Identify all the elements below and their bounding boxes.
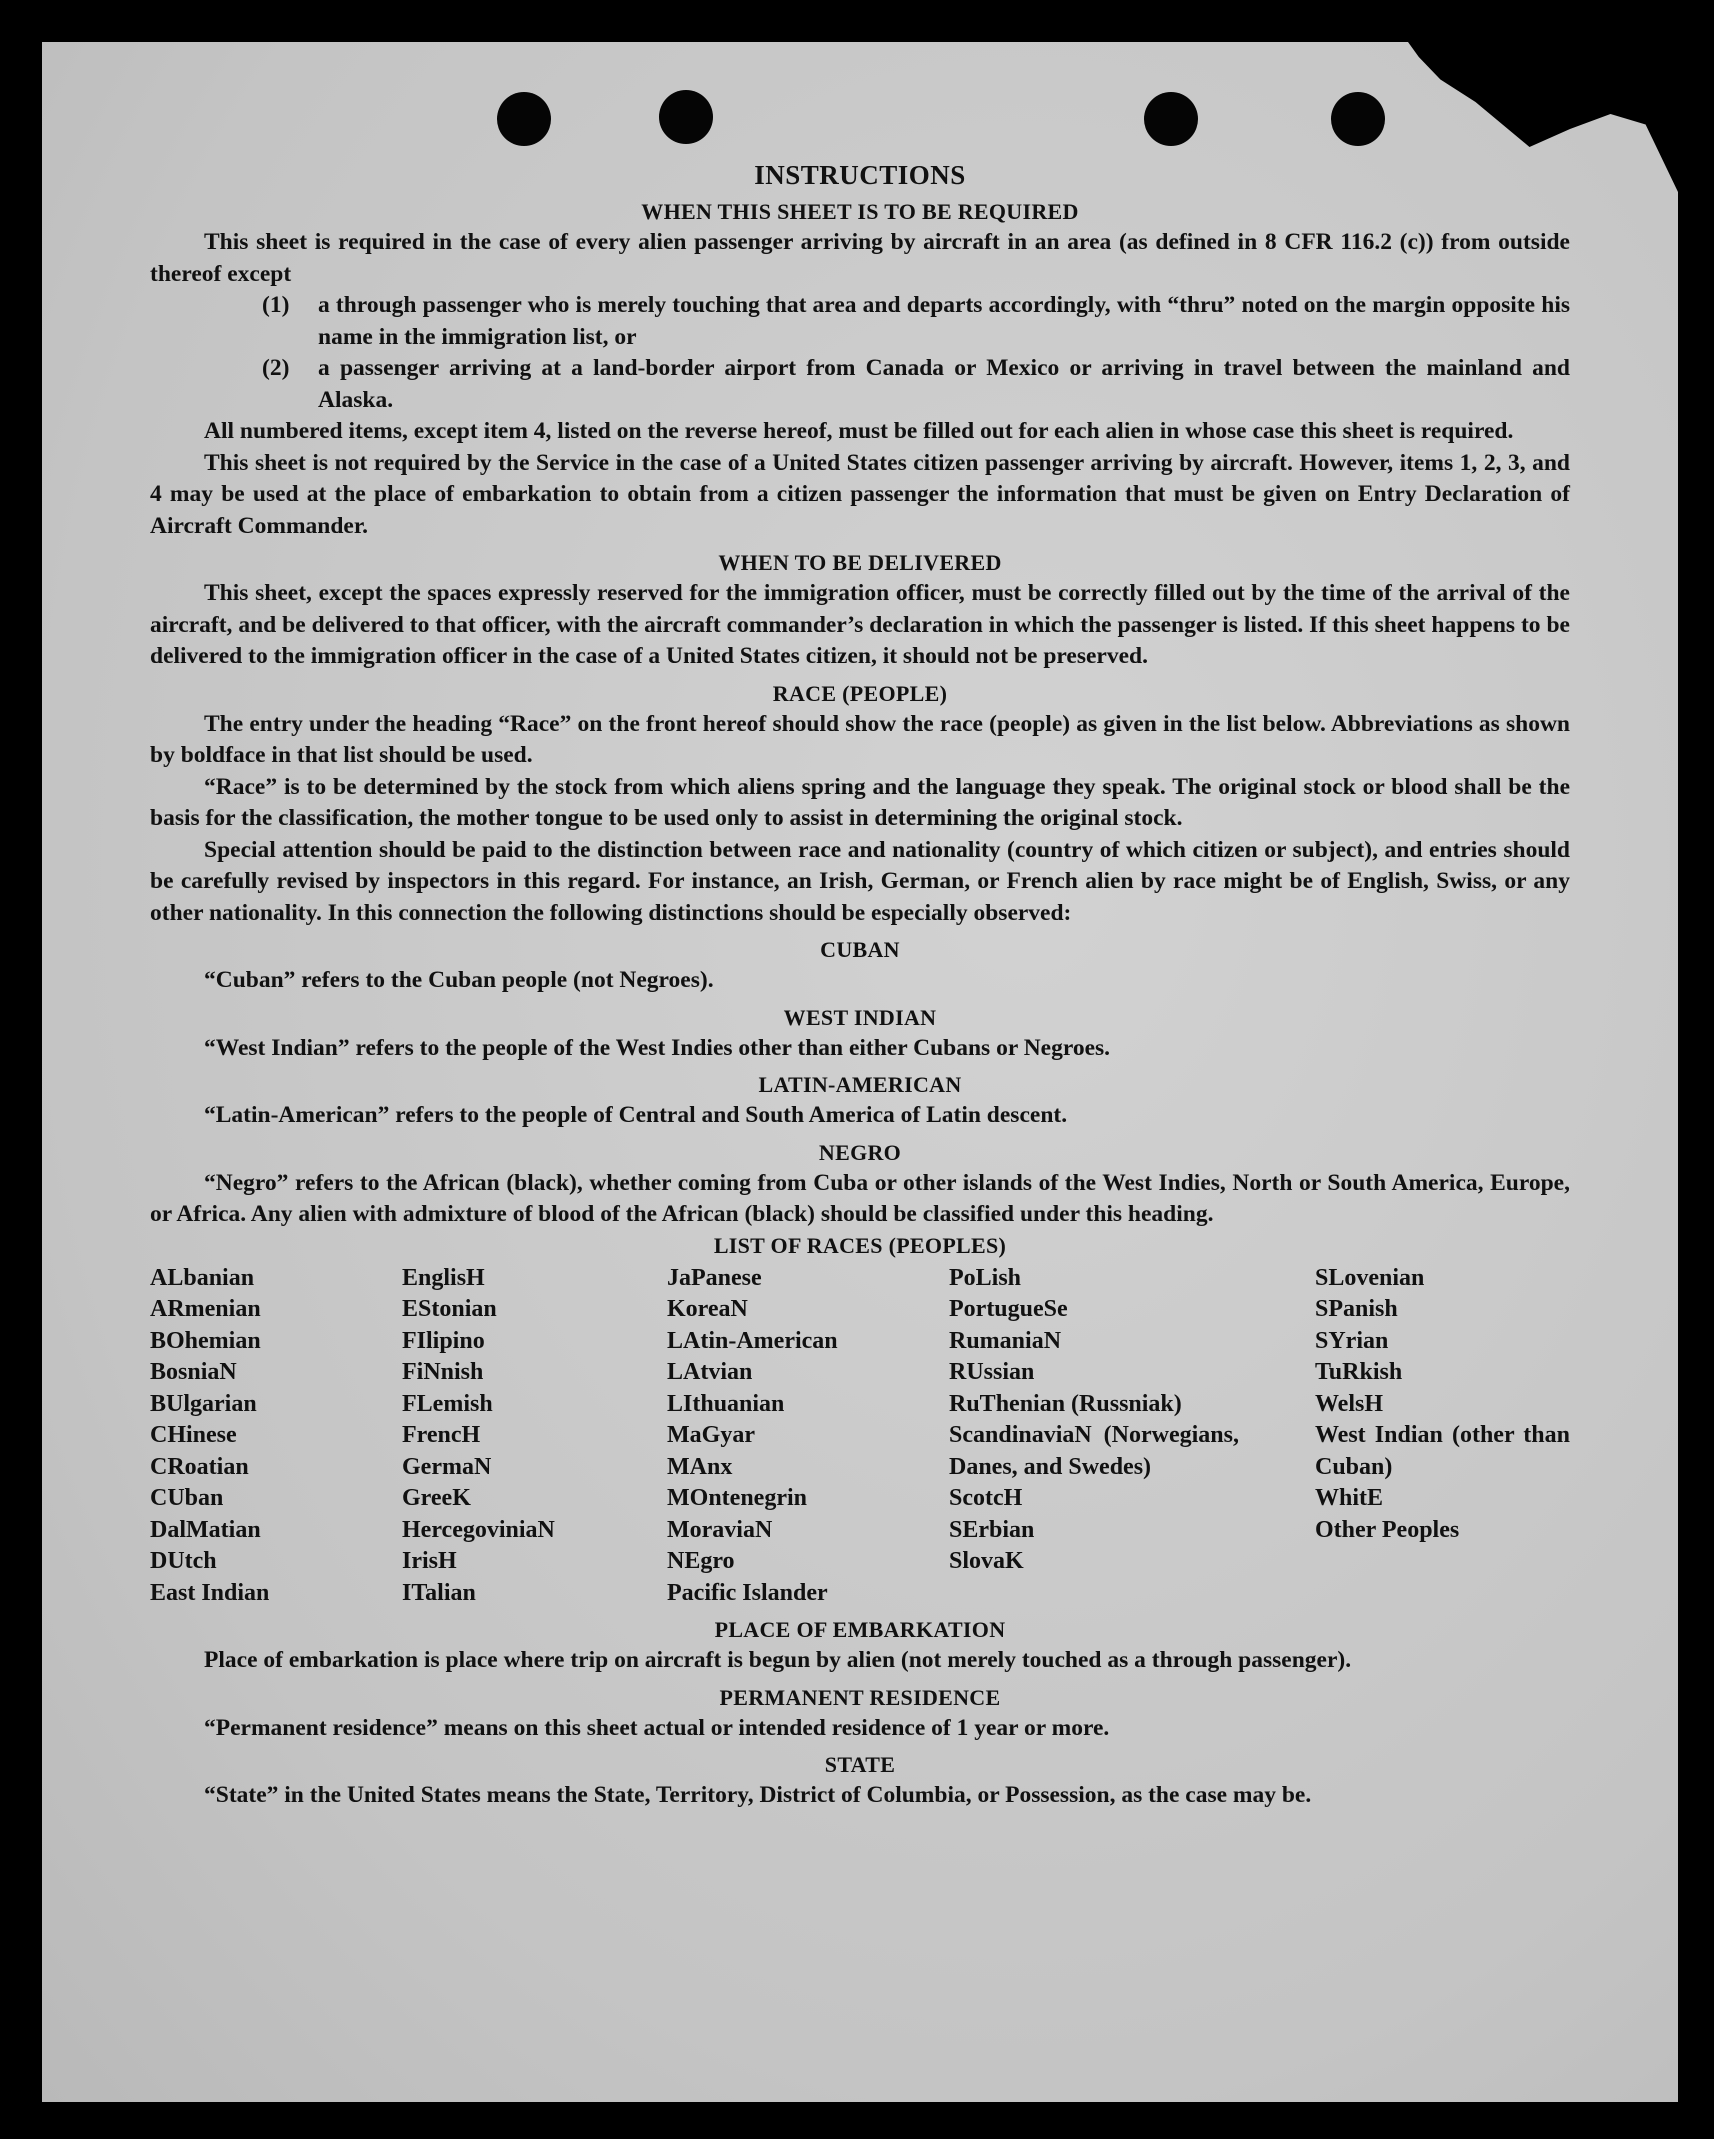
heading-delivered: WHEN TO BE DELIVERED [718, 550, 1002, 575]
race-entry: EStonian [402, 1296, 497, 1322]
required-paragraph-3: This sheet is not required by the Service in the case of a United States citizen passenger arriving by aircraft. However, items 1, 2, 3, and 4 may be used at the place of embarkation to obtain from a citizen passenger the information that must be given on Entry Declaration of Aircraft Commander. [150, 449, 1570, 539]
required-paragraph-1: This sheet is required in the case of every alien passenger arriving by aircraft in an area (as defined in 8 CFR 116.2 (c)) from outside thereof except [150, 229, 1570, 287]
west-indian-text: “West Indian” refers to the people of the West Indies other than either Cubans or Negroes. [204, 1034, 1111, 1061]
embarkation-text: Place of embarkation is place where trip on aircraft is begun by alien (not merely touched as a through passenger). [204, 1647, 1352, 1673]
race-entry: JaPanese [667, 1264, 762, 1291]
race-entry: SLovenian [1315, 1264, 1425, 1291]
races-list [150, 1263, 1570, 1610]
race-entry: MaGyar [667, 1422, 755, 1448]
race-entry: MAnx [667, 1453, 733, 1480]
race-entry: West Indian (other than Cuban) [1315, 1422, 1570, 1480]
race-entry: LAtvian [667, 1359, 753, 1385]
race-entry: LIthuanian [667, 1390, 785, 1417]
race-entry: DalMatian [150, 1516, 261, 1543]
race-entry: LAtin-American [667, 1327, 838, 1354]
heading-cuban: CUBAN [820, 937, 900, 962]
heading-negro: NEGRO [818, 1139, 902, 1165]
race-entry: ITalian [402, 1579, 476, 1606]
race-paragraph-3: Special attention should be paid to the distinction between race and nationality (country of which citizen or subject), and entries should be carefully revised by inspectors in this regard. For instance, an Irish, German, or French alien by race might be of English, Swiss, or any other nationality. In this connection the following distinctions should be especially observed: [150, 836, 1570, 926]
instructions-content [150, 160, 1570, 1812]
punch-hole-3 [1144, 92, 1198, 146]
punch-hole-4 [1331, 92, 1385, 146]
heading-embarkation: PLACE OF EMBARKATION [714, 1617, 1006, 1642]
latin-american-text: “Latin-American” refers to the people of Central and South America of Latin descent. [204, 1102, 1068, 1128]
race-entry: GreeK [402, 1485, 471, 1511]
races-column-5 [1315, 1263, 1570, 1610]
race-entry: TuRkish [1315, 1359, 1403, 1385]
race-entry: RuThenian (Russniak) [949, 1390, 1182, 1417]
delivered-paragraph: This sheet, except the spaces expressly reserved for the immigration officer, must be correctly filled out by the time of the arrival of the aircraft, and be delivered to that officer, with the aircraft commander’s declaration in which the passenger is listed. If this sheet happens to be delivered to the immigration officer in the case of a United States citizen, it should not be preserved. [150, 580, 1570, 669]
exception-item-1 [262, 290, 1570, 353]
race-entry: PoLish [949, 1264, 1022, 1291]
race-entry: ScotcH [949, 1485, 1023, 1511]
heading-race: RACE (PEOPLE) [772, 680, 948, 706]
races-column-1 [150, 1263, 402, 1610]
race-entry: ALbanian [150, 1264, 255, 1291]
race-entry: WelsH [1315, 1390, 1384, 1417]
race-entry: IrisH [402, 1548, 457, 1574]
race-entry: GermaN [402, 1453, 492, 1480]
race-entry: FIlipino [402, 1327, 485, 1354]
item-number: (1) [262, 292, 290, 318]
race-entry: FiNnish [402, 1359, 484, 1385]
race-entry: HercegoviniaN [402, 1516, 555, 1543]
race-entry: MOntenegrin [667, 1485, 807, 1511]
heading-required: WHEN THIS SHEET IS TO BE REQUIRED [641, 199, 1079, 224]
race-entry: SPanish [1315, 1296, 1398, 1322]
heading-list-of-races: LIST OF RACES (PEOPLES) [713, 1232, 1007, 1258]
page-title: INSTRUCTIONS [754, 160, 966, 190]
race-entry: SlovaK [949, 1548, 1024, 1574]
state-text: “State” in the United States means the State, Territory, District of Columbia, or Possession, as the case may be. [204, 1782, 1312, 1808]
race-paragraph-1: The entry under the heading “Race” on the front hereof should show the race (people) as given in the list below. Abbreviations as shown by boldface in that list should be used. [150, 710, 1570, 768]
race-entry: WhitE [1315, 1485, 1384, 1511]
item-text: a through passenger who is merely touching that area and departs accordingly, with “thru” noted on the margin opposite his name in the immigration list, or [318, 292, 1570, 350]
races-column-4 [949, 1263, 1315, 1610]
punch-hole-1 [497, 92, 551, 146]
race-entry: RumaniaN [949, 1327, 1062, 1354]
race-entry: PortugueSe [949, 1296, 1068, 1322]
punch-hole-2 [659, 90, 713, 144]
item-text: a passenger arriving at a land-border airport from Canada or Mexico or arriving in travel between the mainland and Alaska. [318, 355, 1570, 413]
negro-text: “Negro” refers to the African (black), whether coming from Cuba or other islands of the West Indies, North or South America, Europe, or Africa. Any alien with admixture of blood of the African (black) should be classified under this heading. [150, 1169, 1570, 1227]
heading-state: STATE [824, 1752, 896, 1777]
race-entry: Other Peoples [1315, 1516, 1460, 1543]
race-entry: DUtch [150, 1548, 217, 1574]
race-entry: CRoatian [150, 1453, 249, 1480]
race-entry: RUssian [949, 1359, 1035, 1385]
race-entry: FLemish [402, 1390, 493, 1417]
heading-latin-american: LATIN-AMERICAN [758, 1072, 962, 1097]
required-paragraph-2: All numbered items, except item 4, listed on the reverse hereof, must be filled out for each alien in whose case this sheet is required. [204, 418, 1514, 444]
race-entry: FrencH [402, 1422, 481, 1448]
race-entry: NEgro [667, 1548, 735, 1574]
race-entry: ARmenian [150, 1296, 261, 1322]
heading-west-indian: WEST INDIAN [783, 1004, 937, 1030]
heading-residence: PERMANENT RESIDENCE [719, 1684, 1001, 1710]
cuban-text: “Cuban” refers to the Cuban people (not Negroes). [204, 967, 714, 993]
race-entry: BOhemian [150, 1327, 261, 1354]
race-entry: BUlgarian [150, 1390, 257, 1417]
race-entry: MoraviaN [667, 1516, 773, 1543]
residence-text: “Permanent residence” means on this sheet actual or intended residence of 1 year or more. [204, 1714, 1110, 1741]
races-column-3 [667, 1263, 949, 1610]
item-number: (2) [262, 355, 290, 381]
race-entry: East Indian [150, 1579, 270, 1606]
race-entry: EnglisH [402, 1264, 485, 1291]
race-entry: SYrian [1315, 1327, 1389, 1354]
race-entry: SErbian [949, 1516, 1035, 1543]
race-entry: KoreaN [667, 1296, 748, 1322]
race-entry: CHinese [150, 1422, 237, 1448]
race-entry: Pacific Islander [667, 1579, 828, 1606]
race-entry: CUban [150, 1485, 224, 1511]
races-column-2 [402, 1263, 667, 1610]
document-sheet [42, 42, 1678, 2102]
exception-item-2 [262, 353, 1570, 416]
race-entry: ScandinaviaN (Norwegians, Danes, and Swedes) [949, 1422, 1239, 1480]
race-paragraph-2: “Race” is to be determined by the stock from which aliens spring and the language they speak. The original stock or blood shall be the basis for the classification, the mother tongue to be used only to assist in determining the original stock. [150, 773, 1570, 831]
race-entry: BosniaN [150, 1359, 237, 1385]
